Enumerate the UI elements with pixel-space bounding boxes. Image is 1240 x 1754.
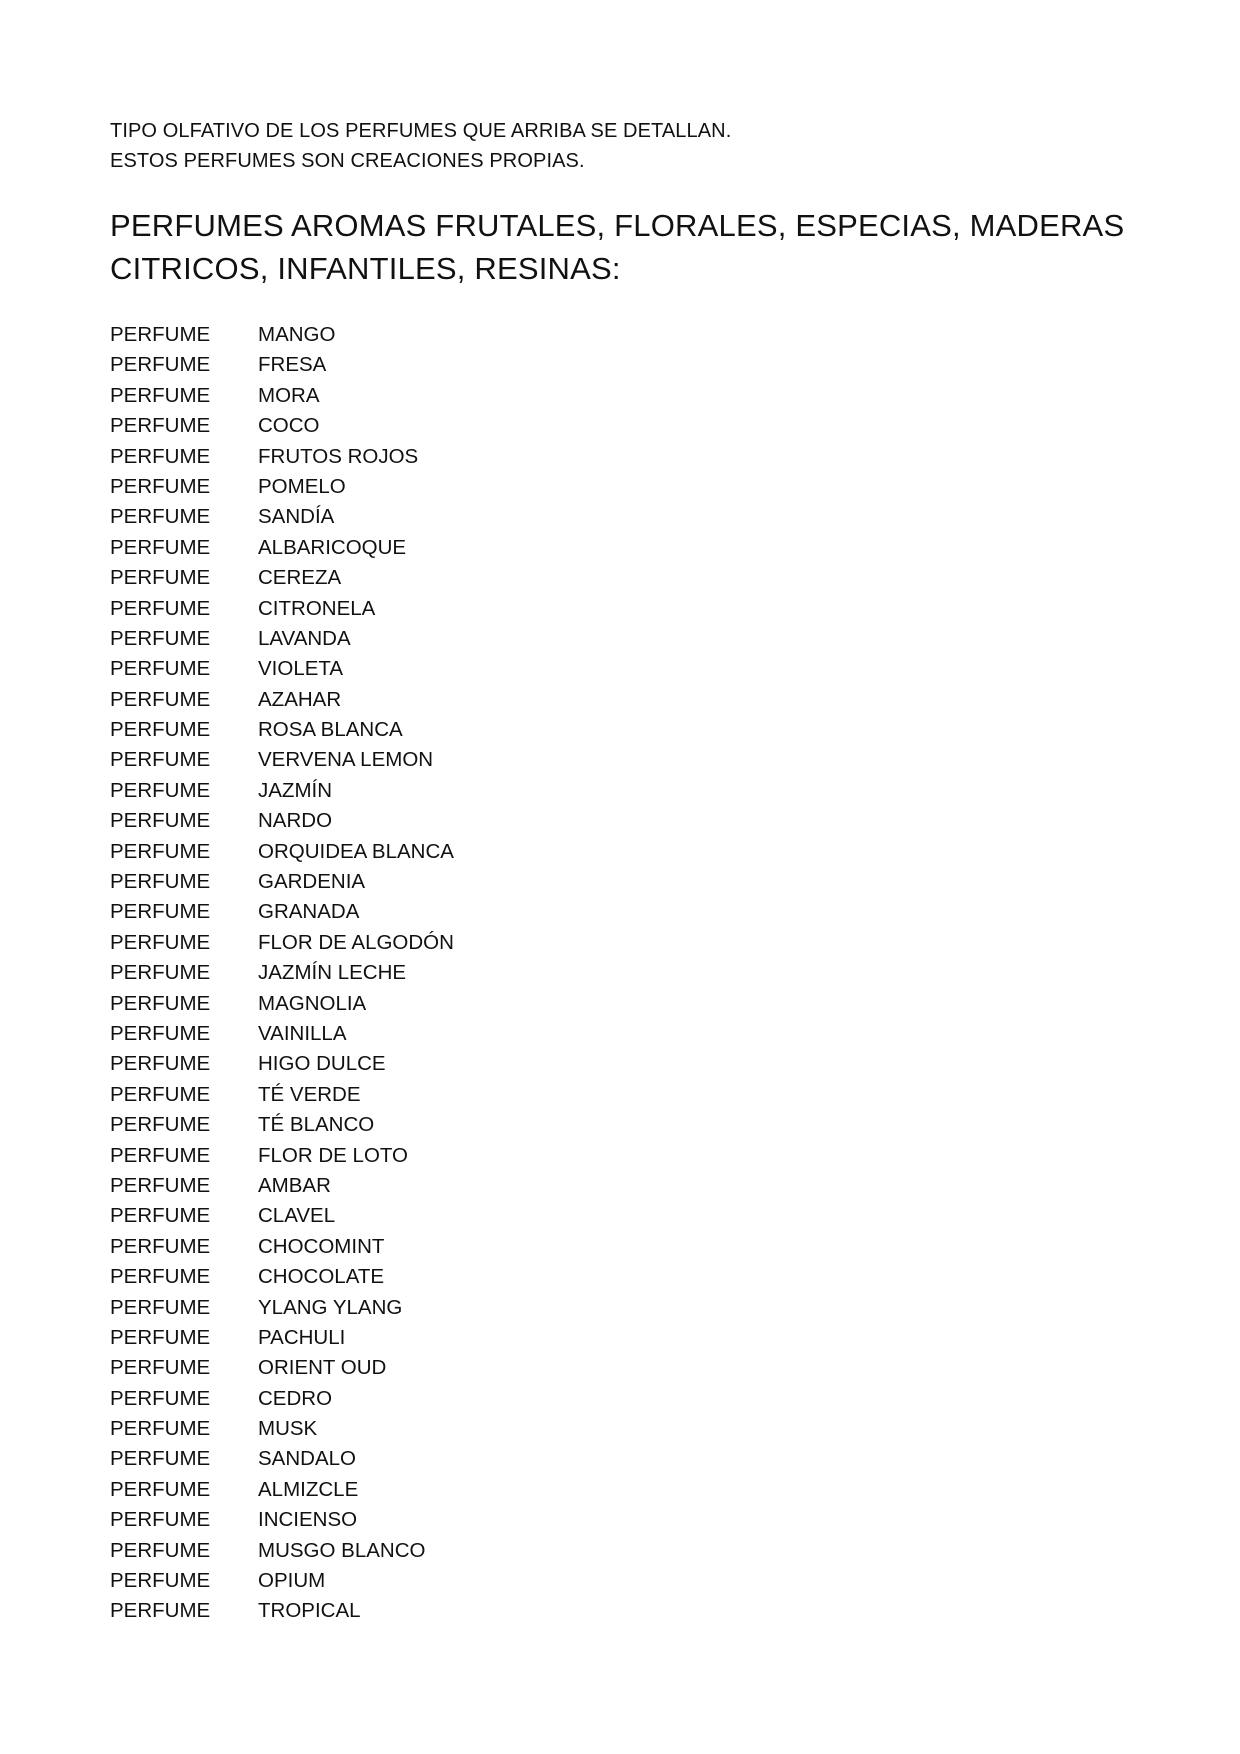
perfume-list [110, 320, 454, 1627]
item-name: JAZMÍN [258, 778, 333, 802]
item-label: PERFUME [110, 809, 211, 833]
item-name: TÉ VERDE [258, 1082, 361, 1106]
list-item [110, 1110, 454, 1140]
item-name: TROPICAL [258, 1599, 361, 1623]
list-item [110, 381, 454, 411]
item-name: VERVENA LEMON [258, 748, 434, 772]
item-label: PERFUME [110, 1386, 211, 1410]
item-label: PERFUME [110, 778, 211, 802]
item-name: CEDRO [258, 1386, 333, 1410]
item-name: MUSGO BLANCO [258, 1538, 426, 1562]
item-name: ORIENT OUD [258, 1356, 387, 1380]
item-name: FRESA [258, 353, 327, 377]
item-name: HIGO DULCE [258, 1052, 386, 1076]
list-item [110, 1049, 454, 1079]
item-name: LAVANDA [258, 626, 351, 650]
item-label: PERFUME [110, 961, 211, 985]
item-name: CITRONELA [258, 596, 376, 620]
item-label: PERFUME [110, 1508, 211, 1532]
item-label: PERFUME [110, 748, 211, 772]
item-name: YLANG YLANG [258, 1295, 403, 1319]
item-label: PERFUME [110, 1538, 211, 1562]
item-label: PERFUME [110, 626, 211, 650]
item-label: PERFUME [110, 1599, 211, 1623]
item-name: AZAHAR [258, 687, 342, 711]
item-name: MUSK [258, 1417, 318, 1441]
item-label: PERFUME [110, 839, 211, 863]
list-item [110, 1596, 454, 1626]
item-label: PERFUME [110, 1477, 211, 1501]
list-item [110, 745, 454, 775]
item-label: PERFUME [110, 566, 211, 590]
list-item [110, 411, 454, 441]
list-item [110, 624, 454, 654]
list-item [110, 1262, 454, 1292]
item-name: JAZMÍN LECHE [258, 961, 407, 985]
item-name: OPIUM [258, 1569, 326, 1593]
item-name: MAGNOLIA [258, 991, 367, 1015]
item-label: PERFUME [110, 718, 211, 742]
list-item [110, 563, 454, 593]
item-label: PERFUME [110, 535, 211, 559]
item-label: PERFUME [110, 1569, 211, 1593]
item-label: PERFUME [110, 870, 211, 894]
item-label: PERFUME [110, 657, 211, 681]
item-label: PERFUME [110, 505, 211, 529]
list-item [110, 442, 454, 472]
item-name: GARDENIA [258, 870, 366, 894]
item-label: PERFUME [110, 1417, 211, 1441]
item-name: VIOLETA [258, 657, 344, 681]
list-item [110, 837, 454, 867]
item-label: PERFUME [110, 323, 211, 346]
item-name: FLOR DE LOTO [258, 1143, 408, 1167]
item-label: PERFUME [110, 596, 211, 620]
item-name: MANGO [258, 323, 336, 346]
list-item [110, 1141, 454, 1171]
item-label: PERFUME [110, 353, 211, 377]
item-name: TÉ BLANCO [258, 1113, 375, 1137]
list-item [110, 928, 454, 958]
item-name: ROSA BLANCA [258, 718, 403, 742]
item-label: PERFUME [110, 474, 211, 498]
list-item [110, 1201, 454, 1231]
item-name: MORA [258, 383, 320, 407]
item-label: PERFUME [110, 1234, 211, 1258]
item-name: CHOCOLATE [258, 1265, 385, 1289]
item-label: PERFUME [110, 1143, 211, 1167]
list-item [110, 715, 454, 745]
item-name: CLAVEL [258, 1204, 336, 1228]
item-name: ALMIZCLE [258, 1477, 359, 1501]
item-name: ORQUIDEA BLANCA [258, 839, 454, 863]
item-label: PERFUME [110, 991, 211, 1015]
item-name: VAINILLA [258, 1021, 347, 1045]
section-heading [110, 204, 1124, 290]
list-item [110, 1384, 454, 1414]
item-label: PERFUME [110, 1021, 211, 1045]
list-item [110, 1505, 454, 1535]
item-label: PERFUME [110, 900, 211, 924]
item-name: AMBAR [258, 1173, 331, 1197]
item-label: PERFUME [110, 1052, 211, 1076]
item-label: PERFUME [110, 1113, 211, 1137]
list-item [110, 685, 454, 715]
item-name: CEREZA [258, 566, 342, 590]
list-item [110, 989, 454, 1019]
heading-line: PERFUMES AROMAS FRUTALES, FLORALES, ESPECIAS, MADERAS [110, 208, 1125, 243]
list-item [110, 1232, 454, 1262]
item-name: FRUTOS ROJOS [258, 444, 419, 468]
list-item [110, 1566, 454, 1596]
item-label: PERFUME [110, 1082, 211, 1106]
item-label: PERFUME [110, 444, 211, 468]
heading-line: CITRICOS, INFANTILES, RESINAS: [110, 251, 621, 286]
list-item [110, 320, 454, 350]
item-label: PERFUME [110, 414, 211, 438]
item-label: PERFUME [110, 1325, 211, 1349]
item-name: POMELO [258, 474, 346, 498]
list-item [110, 654, 454, 684]
item-label: PERFUME [110, 1295, 211, 1319]
item-label: PERFUME [110, 383, 211, 407]
list-item [110, 472, 454, 502]
item-label: PERFUME [110, 687, 211, 711]
item-label: PERFUME [110, 930, 211, 954]
list-item [110, 897, 454, 927]
item-label: PERFUME [110, 1356, 211, 1380]
list-item [110, 1414, 454, 1444]
item-name: ALBARICOQUE [258, 535, 407, 559]
item-name: SANDÍA [258, 505, 335, 529]
list-item [110, 806, 454, 836]
list-item [110, 776, 454, 806]
item-label: PERFUME [110, 1447, 211, 1471]
item-name: NARDO [258, 809, 333, 833]
intro-line: ESTOS PERFUMES SON CREACIONES PROPIAS. [110, 150, 585, 172]
item-name: PACHULI [258, 1325, 346, 1349]
intro-text [110, 116, 731, 176]
list-item [110, 867, 454, 897]
item-label: PERFUME [110, 1204, 211, 1228]
list-item [110, 350, 454, 380]
item-name: FLOR DE ALGODÓN [258, 930, 454, 954]
item-name: SANDALO [258, 1447, 356, 1471]
list-item [110, 1080, 454, 1110]
item-name: COCO [258, 414, 320, 438]
list-item [110, 1444, 454, 1474]
list-item [110, 1019, 454, 1049]
list-item [110, 1293, 454, 1323]
item-label: PERFUME [110, 1173, 211, 1197]
list-item [110, 1475, 454, 1505]
list-item [110, 594, 454, 624]
list-item [110, 1171, 454, 1201]
list-item [110, 958, 454, 988]
intro-line: TIPO OLFATIVO DE LOS PERFUMES QUE ARRIBA SE DETALLAN. [110, 120, 732, 142]
item-name: INCIENSO [258, 1508, 358, 1532]
list-item [110, 1536, 454, 1566]
item-label: PERFUME [110, 1265, 211, 1289]
list-item [110, 502, 454, 532]
list-item [110, 1353, 454, 1383]
item-name: CHOCOMINT [258, 1234, 385, 1258]
list-item [110, 533, 454, 563]
list-item [110, 1323, 454, 1353]
item-name: GRANADA [258, 900, 360, 924]
